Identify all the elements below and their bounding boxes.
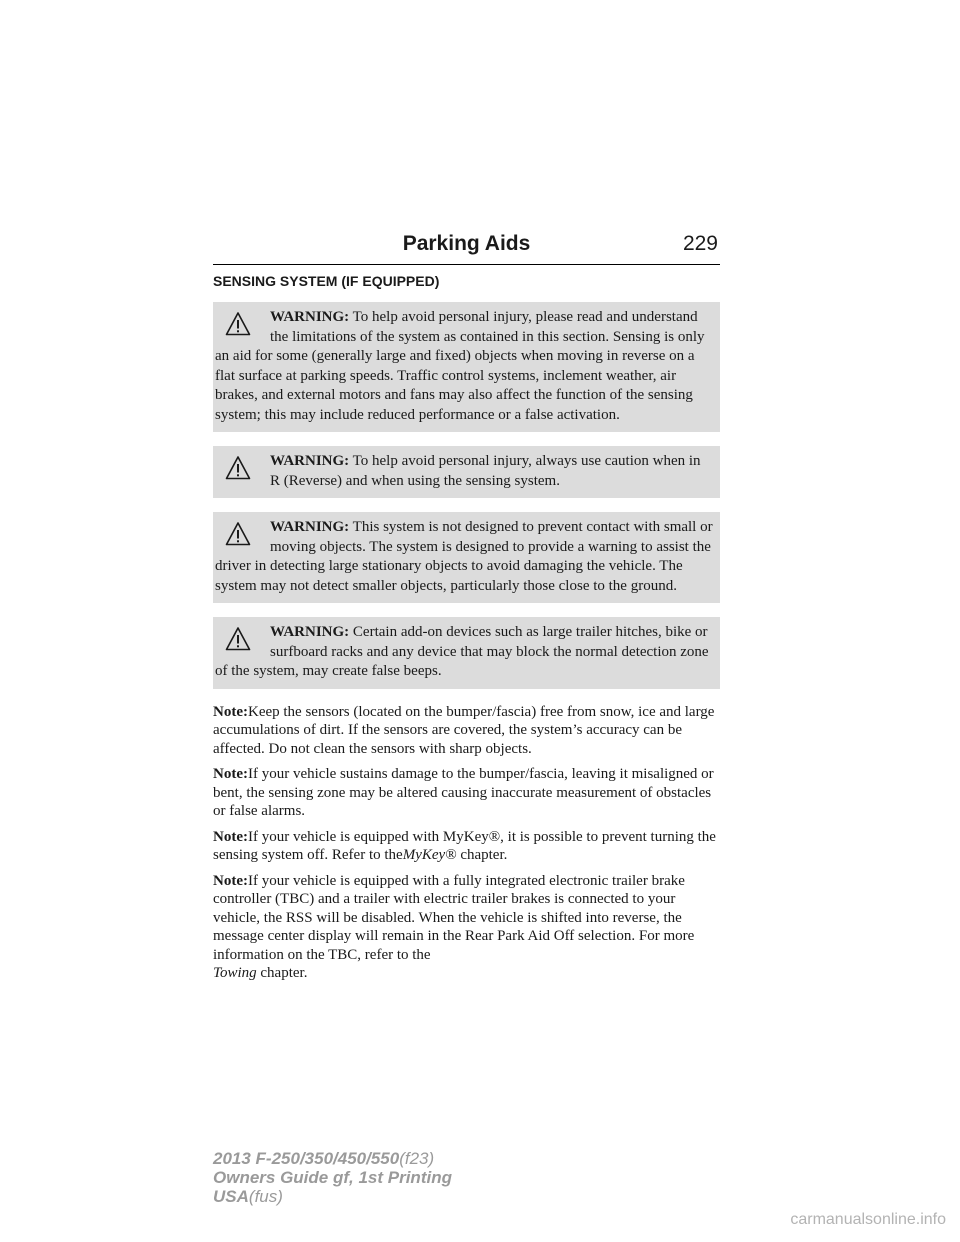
warning-text: To help avoid personal injury, please read and understand the limitations of the system as contained in this section. Sensing is only an aid for some (generally large and fixed) objects when moving in reverse on a flat surface at parking speeds. Traffic control systems, inclement weather, air brakes, and external motors and fans may also affect the function of the sensing system; this may include reduced performance or a false activation. xyxy=(215,309,705,423)
warning-label: WARNING: xyxy=(270,624,350,640)
note-text: chapter. xyxy=(260,965,308,981)
chapter-reference-mykey: MyKey® xyxy=(402,847,457,863)
note-text: If your vehicle is equipped with a fully integrated electronic trailer brake controller (TBC) and a trailer with electric trailer brakes is connected to your vehicle, the RSS will be disabled. When the vehicle is shifted into reverse, the message center display will remain in the Rear Park Aid Off selection. For more information on the TBC, refer to the xyxy=(213,872,695,963)
footer-region-code: (fus) xyxy=(248,1187,283,1206)
warning-box xyxy=(213,512,720,603)
warning-triangle-icon xyxy=(225,455,251,481)
page-number: 229 xyxy=(682,232,718,255)
footer-printing: Owners Guide gf, 1st Printing xyxy=(213,1168,452,1187)
note-paragraph xyxy=(213,765,720,821)
page-content xyxy=(213,272,720,990)
page-header xyxy=(213,232,720,265)
warning-label: WARNING: xyxy=(270,309,350,325)
warning-triangle-icon xyxy=(225,521,251,547)
note-text: chapter. xyxy=(456,847,508,863)
warning-box xyxy=(213,302,720,432)
note-text: Keep the sensors (located on the bumper/fascia) free from snow, ice and large accumulations of dirt. If the sensors are covered, the system’s accuracy can be affected. Do not clean the sensors with sharp objects. xyxy=(213,703,715,757)
note-text: If your vehicle is equipped with MyKey®, it is possible to prevent turning the sensing system off. Refer to the xyxy=(213,828,716,863)
watermark-text: carmanualsonline.info xyxy=(790,1211,946,1228)
note-paragraph xyxy=(213,872,720,983)
note-paragraph xyxy=(213,828,720,865)
warning-box xyxy=(213,617,720,689)
section-title: SENSING SYSTEM (IF EQUIPPED) xyxy=(213,273,440,289)
note-label: Note: xyxy=(213,703,248,720)
warning-label: WARNING: xyxy=(270,453,350,469)
warning-triangle-icon xyxy=(225,626,251,652)
footer-model: 2013 F-250/350/450/550 xyxy=(213,1149,400,1168)
warning-box xyxy=(213,446,720,498)
note-paragraph xyxy=(213,703,720,759)
warning-text: To help avoid personal injury, always use caution when in R (Reverse) and when using the sensing system. xyxy=(270,453,701,489)
note-label: Note: xyxy=(213,828,248,845)
chapter-title: Parking Aids xyxy=(402,232,531,255)
document-footer xyxy=(213,1149,452,1206)
note-text: If your vehicle sustains damage to the bumper/fascia, leaving it misaligned or bent, the sensing zone may be altered causing inaccurate measurement of obstacles or false alarms. xyxy=(213,766,714,819)
footer-region: USA xyxy=(213,1187,249,1206)
warning-triangle-icon xyxy=(225,311,251,337)
warning-text: This system is not designed to prevent contact with small or moving objects. The system is designed to provide a warning to assist the driver in detecting large stationary objects to avoid damaging the vehicle. The system may not detect smaller objects, particularly those close to the ground. xyxy=(215,519,713,594)
footer-code: (f23) xyxy=(399,1149,435,1168)
chapter-reference-towing: Towing xyxy=(213,965,257,981)
warning-text: Certain add-on devices such as large trailer hitches, bike or surfboard racks and any device that may block the normal detection zone of the system, may create false beeps. xyxy=(215,624,709,679)
note-label: Note: xyxy=(213,766,248,782)
note-label: Note: xyxy=(213,872,248,889)
warning-label: WARNING: xyxy=(270,519,350,535)
